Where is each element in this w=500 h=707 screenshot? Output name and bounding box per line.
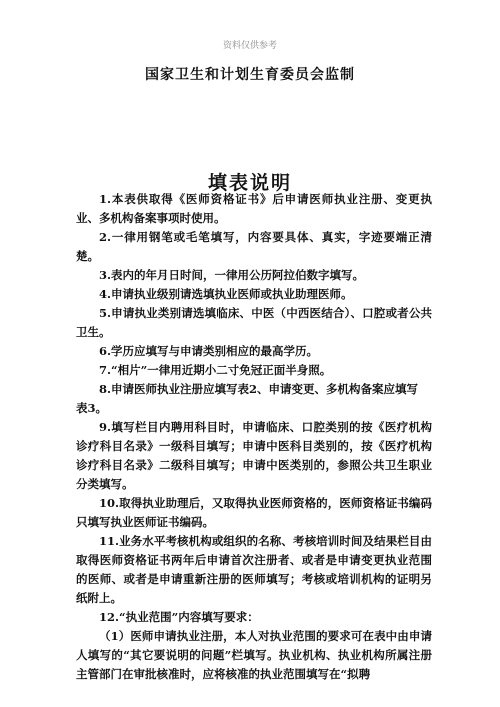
instruction-paragraph: 9.填写栏目内聘用科目时，申请临床、口腔类别的按《医疗机构诊疗科目名录》一级科目填写；申请中医科目类别的，按《医疗机构诊疗科目名录》二级科目填写；申请中医类别的，参照公共卫生职业分类填写。 <box>76 420 432 491</box>
instruction-paragraph: 3.表内的年月日时间，一律用公历阿拉伯数字填写。 <box>99 268 365 282</box>
instruction-paragraph: 4.申请执业级别请选填执业医师或执业助理医师。 <box>99 287 353 301</box>
instruction-paragraph: 7.“相片”一律用近期小二寸免冠正面半身照。 <box>99 363 332 377</box>
instruction-paragraph: （1）医师申请执业注册，本人对执业范围的要求可在表中由申请人填写的“其它要说明的问题”栏填写。执业机构、执业机构所属注册主管部门在审批核准时，应将核准的执业范围填写在“拟聘 <box>76 629 432 681</box>
instruction-paragraph: 6.学历应填写与申请类别相应的最高学历。 <box>99 344 319 358</box>
instruction-paragraph: 表3。 <box>76 401 108 415</box>
instruction-paragraph: 11.业务水平考核机构或组织的名称、考核培训时间及结果栏目由取得医师资格证书两年后申请首次注册者、或者是申请变更执业范围的医师、或者是申请重新注册的医师填写；考核或培训机构的证明另纸附上。 <box>76 534 432 605</box>
supervisor-line: 国家卫生和计划生育委员会监制 <box>145 67 355 83</box>
page-title: 填表说明 <box>207 172 292 194</box>
instruction-paragraph: 10.取得执业助理后，又取得执业医师资格的，医师资格证书编码只填写执业医师证书编码。 <box>76 496 432 529</box>
instruction-paragraph: 8.申请医师执业注册应填写表2、申请变更、多机构备案应填写 <box>99 382 419 396</box>
watermark-text: 资料仅供参考 <box>222 41 277 51</box>
instruction-paragraph: 2.一律用钢笔或毛笔填写，内容要具体、真实，字迹要端正清楚。 <box>76 230 432 263</box>
instructions-body <box>76 190 432 684</box>
instruction-paragraph: 1.本表供取得《医师资格证书》后申请医师执业注册、变更执业、多机构备案事项时使用。 <box>76 192 432 225</box>
instruction-paragraph: 5.申请执业类别请选填临床、中医（中西医结合）、口腔或者公共卫生。 <box>76 306 432 339</box>
instruction-paragraph: 12.“执业范围”内容填写要求： <box>99 610 259 624</box>
